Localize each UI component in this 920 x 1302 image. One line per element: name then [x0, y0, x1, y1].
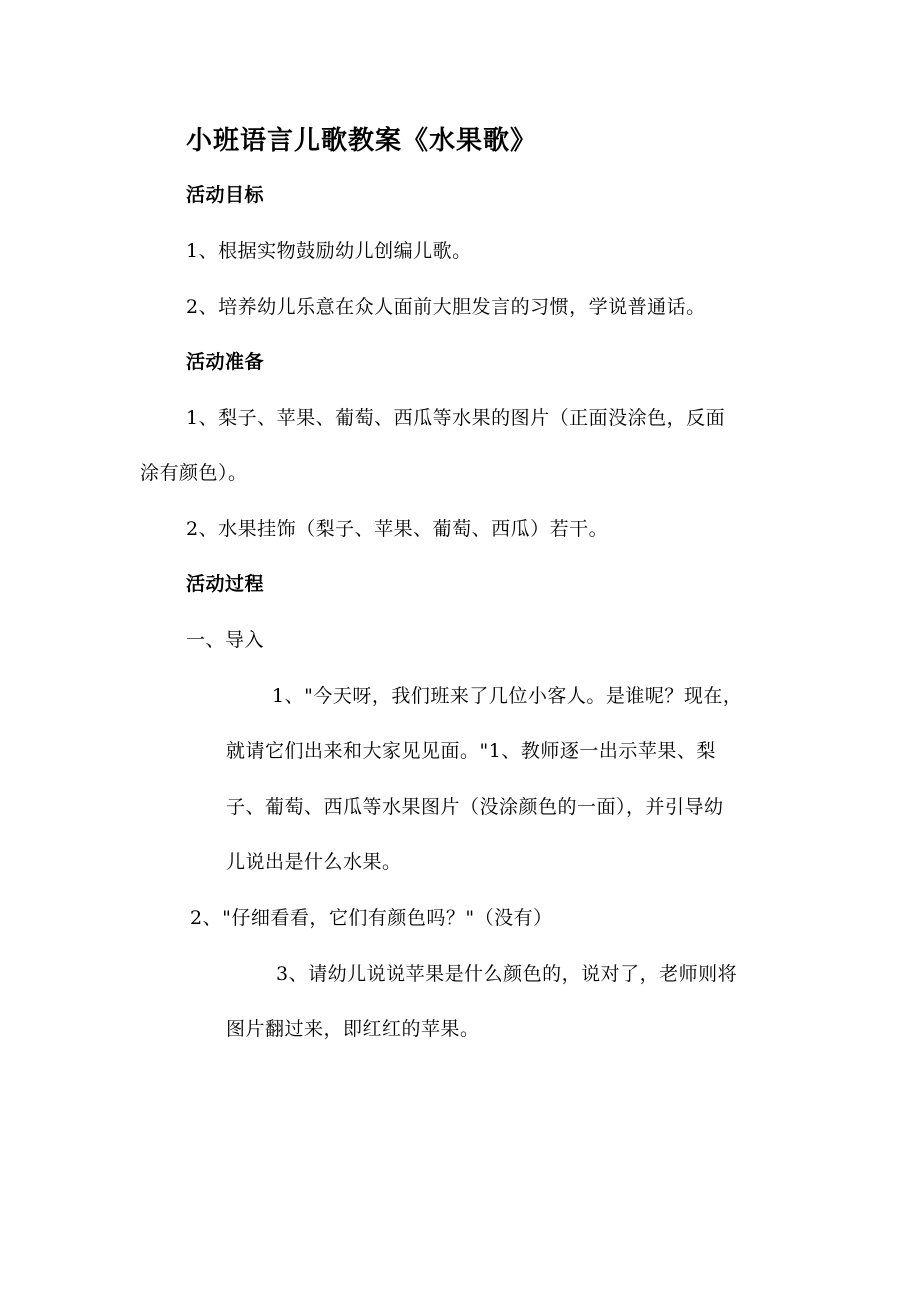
preparation-heading: 活动准备	[186, 351, 265, 373]
goal-item-2: 2、培养幼儿乐意在众人面前大胆发言的习惯，学说普通话。	[186, 296, 706, 318]
process-step-1-line-2: 就请它们出来和大家见见面。"1、教师逐一出示苹果、梨	[226, 740, 716, 762]
preparation-item-1-line-2: 涂有颜色）。	[140, 462, 248, 484]
process-step-1-line-4: 儿说出是什么水果。	[226, 851, 402, 873]
process-heading: 活动过程	[186, 573, 265, 595]
preparation-item-2: 2、水果挂饰（梨子、苹果、葡萄、西瓜）若干。	[186, 518, 609, 540]
process-section-1: 一、导入	[186, 629, 265, 651]
page-title: 小班语言儿歌教案《水果歌》	[186, 126, 538, 156]
goal-item-1: 1、根据实物鼓励幼儿创编儿歌。	[186, 240, 472, 262]
process-step-1-line-1: 1、"今天呀，我们班来了几位小客人。是谁呢？现在，	[272, 685, 743, 707]
process-step-3-line-2: 图片翻过来，即红红的苹果。	[226, 1018, 480, 1040]
goals-heading: 活动目标	[186, 184, 265, 206]
preparation-item-1-line-1: 1、梨子、苹果、葡萄、西瓜等水果的图片（正面没涂色，反面	[186, 407, 726, 429]
process-step-2: 2、"仔细看看，它们有颜色吗？"（没有）	[190, 907, 553, 929]
process-step-1-line-3: 子、葡萄、西瓜等水果图片（没涂颜色的一面），并引导幼	[226, 796, 724, 818]
process-step-3-line-1: 3、请幼儿说说苹果是什么颜色的，说对了，老师则将	[276, 963, 738, 985]
